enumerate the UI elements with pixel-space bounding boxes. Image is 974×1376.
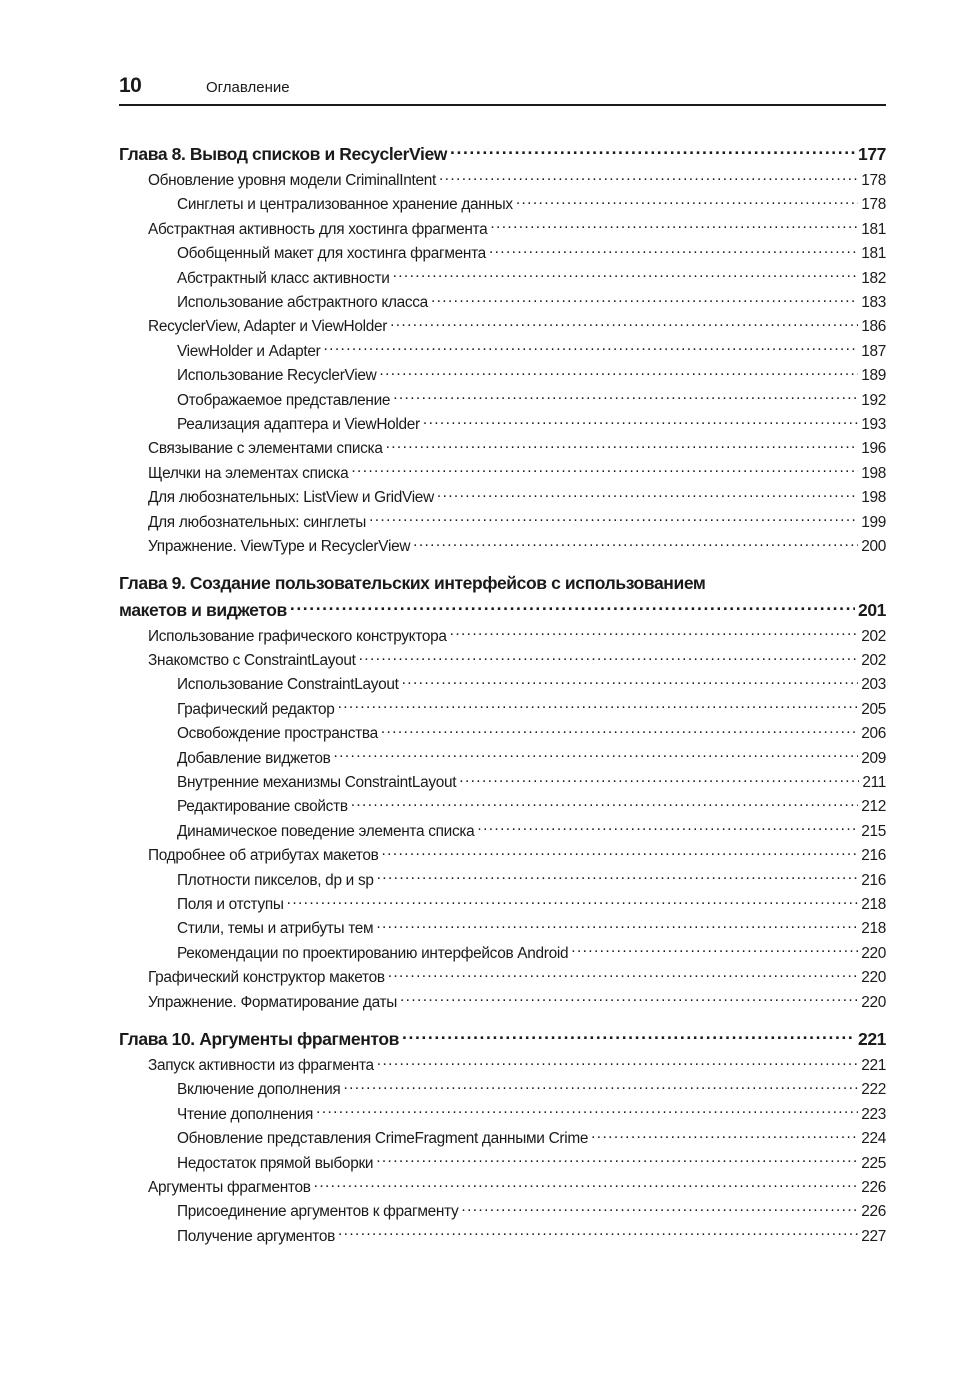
toc-entry[interactable] — [119, 1127, 886, 1151]
running-title: Оглавление — [206, 79, 290, 96]
chapter-title[interactable] — [119, 140, 886, 169]
entry-page: 200 — [861, 538, 886, 556]
entry-text: Запуск активности из фрагмента — [148, 1057, 374, 1074]
leader-dots — [390, 316, 858, 331]
leader-dots — [439, 170, 858, 185]
chapter-title-line-1[interactable] — [119, 570, 886, 596]
entry-text: Получение аргументов — [177, 1227, 335, 1245]
toc-entry[interactable] — [119, 193, 886, 217]
toc-entry[interactable] — [119, 649, 886, 673]
entry-text: Недостаток прямой выборки — [177, 1154, 374, 1172]
entry-page: 218 — [861, 895, 886, 913]
entry-text: Плотности пикселов, dp и sp — [177, 871, 374, 889]
leader-dots — [381, 845, 858, 860]
entry-page: 196 — [861, 440, 886, 458]
leader-dots — [338, 698, 859, 713]
leader-dots — [343, 1079, 858, 1094]
toc-entry[interactable] — [119, 844, 886, 868]
leader-dots — [459, 772, 859, 787]
chapter-page: 221 — [858, 1029, 886, 1049]
entry-text: Абстрактный класс активности — [177, 269, 390, 287]
entry-text: Использование ConstraintLayout — [177, 676, 399, 694]
leader-dots — [461, 1201, 858, 1216]
entry-page: 209 — [861, 749, 886, 767]
leader-dots — [338, 1225, 858, 1240]
entry-text: Реализация адаптера и ViewHolder — [177, 416, 420, 434]
chapter-title-text: Глава 10. Аргументы фрагментов — [119, 1029, 400, 1049]
leader-dots — [516, 194, 858, 209]
entry-page: 221 — [861, 1057, 886, 1074]
leader-dots — [490, 218, 858, 233]
leader-dots — [591, 1128, 858, 1143]
entry-page: 189 — [861, 367, 886, 385]
entry-text: Внутренние механизмы ConstraintLayout — [177, 773, 457, 791]
toc-entry[interactable] — [119, 966, 886, 990]
entry-text: Аргументы фрагментов — [148, 1179, 311, 1197]
chapter-title-text: Глава 8. Вывод списков и RecyclerView — [119, 144, 448, 164]
entry-page: 205 — [861, 700, 886, 718]
entry-page: 203 — [861, 676, 886, 694]
entry-page: 218 — [861, 920, 886, 938]
toc-entry[interactable] — [119, 364, 886, 388]
leader-dots — [413, 536, 858, 551]
entry-text: Связывание с элементами списка — [148, 440, 383, 458]
entry-page: 182 — [861, 269, 886, 287]
leader-dots — [393, 267, 859, 282]
leader-dots — [351, 796, 859, 811]
leader-dots — [314, 1177, 859, 1192]
leader-dots — [450, 625, 859, 640]
toc-entry[interactable] — [119, 917, 886, 941]
entry-text: Присоединение аргументов к фрагменту — [177, 1203, 459, 1221]
table-of-contents — [119, 140, 886, 1259]
toc-entry[interactable] — [119, 1054, 886, 1078]
entry-text: Добавление виджетов — [177, 749, 331, 767]
toc-entry[interactable] — [119, 1200, 886, 1224]
entry-page: 198 — [861, 464, 886, 482]
leader-dots — [423, 414, 858, 429]
entry-text: Отображаемое представление — [177, 391, 391, 409]
entry-text: Упражнение. Форматирование даты — [148, 993, 397, 1011]
entry-text: Обновление уровня модели CriminalIntent — [148, 172, 436, 189]
leader-dots — [437, 487, 858, 502]
entry-text: Синглеты и централизованное хранение данных — [177, 196, 513, 214]
entry-text: Обобщенный макет для хостинга фрагмента — [177, 245, 486, 263]
toc-entry[interactable] — [119, 462, 886, 486]
toc-entry[interactable] — [119, 673, 886, 697]
leader-dots — [290, 598, 855, 616]
leader-dots — [388, 967, 859, 982]
toc-entry[interactable] — [119, 511, 886, 535]
toc-entry[interactable] — [119, 747, 886, 771]
toc-entry[interactable] — [119, 218, 886, 242]
entry-text: Щелчки на элементах списка — [148, 464, 349, 482]
toc-entry[interactable] — [119, 942, 886, 966]
toc-entry[interactable] — [119, 722, 886, 746]
chapter-10 — [119, 1025, 886, 1249]
entry-text: Абстрактная активность для хостинга фрагмента — [148, 220, 488, 238]
entry-text: Для любознательных: ListView и GridView — [148, 489, 434, 507]
chapter-8 — [119, 140, 886, 560]
entry-page: 202 — [861, 651, 886, 669]
toc-entry[interactable] — [119, 242, 886, 266]
toc-entry[interactable] — [119, 413, 886, 437]
entry-page: 216 — [861, 847, 886, 865]
entry-page: 178 — [861, 196, 886, 214]
leader-dots — [333, 747, 858, 762]
entry-page: 215 — [861, 822, 886, 840]
entry-page: 206 — [861, 725, 886, 743]
toc-entry[interactable] — [119, 267, 886, 291]
leader-dots — [377, 1055, 858, 1070]
entry-page: 223 — [861, 1105, 886, 1123]
leader-dots — [402, 674, 859, 689]
leader-dots — [351, 462, 858, 477]
entry-page: 220 — [861, 944, 886, 962]
leader-dots — [402, 1028, 855, 1046]
chapter-title[interactable] — [119, 1025, 886, 1054]
toc-entry[interactable] — [119, 991, 886, 1015]
entry-text: Включение дополнения — [177, 1081, 341, 1099]
leader-dots — [393, 389, 858, 404]
entry-page: 187 — [861, 342, 886, 360]
entry-page: 220 — [861, 969, 886, 987]
entry-page: 227 — [861, 1227, 886, 1245]
entry-page: 224 — [861, 1130, 886, 1148]
entry-page: 222 — [861, 1081, 886, 1099]
leader-dots — [376, 1152, 858, 1167]
chapter-title[interactable] — [119, 596, 886, 625]
toc-entry[interactable] — [119, 698, 886, 722]
chapter-page: 201 — [858, 599, 886, 620]
chapter-title-text: макетов и виджетов — [119, 599, 287, 620]
leader-dots — [316, 1103, 858, 1118]
leader-dots — [379, 365, 858, 380]
entry-text: Использование графического конструктора — [148, 627, 447, 645]
leader-dots — [450, 143, 855, 161]
leader-dots — [489, 243, 858, 258]
chapter-title-text: Глава 9. Создание пользовательских интерфейсов с использованием — [119, 572, 706, 593]
entry-page: 220 — [861, 993, 886, 1011]
entry-text: Динамическое поведение элемента списка — [177, 822, 475, 840]
entry-page: 216 — [861, 871, 886, 889]
page-number: 10 — [119, 74, 142, 97]
leader-dots — [359, 650, 859, 665]
toc-entry[interactable] — [119, 1078, 886, 1102]
entry-page: 178 — [861, 172, 886, 189]
entry-page: 202 — [861, 627, 886, 645]
entry-text: RecyclerView, Adapter и ViewHolder — [148, 318, 388, 336]
toc-entry[interactable] — [119, 486, 886, 510]
leader-dots — [287, 894, 859, 909]
entry-text: Упражнение. ViewType и RecyclerView — [148, 538, 411, 556]
toc-entry[interactable] — [119, 625, 886, 649]
leader-dots — [571, 942, 858, 957]
toc-entry[interactable] — [119, 315, 886, 339]
toc-entry[interactable] — [119, 795, 886, 819]
toc-entry[interactable] — [119, 389, 886, 413]
entry-page: 211 — [862, 773, 886, 791]
leader-dots — [376, 918, 858, 933]
entry-page: 181 — [861, 245, 886, 263]
entry-page: 192 — [861, 391, 886, 409]
entry-page: 199 — [861, 513, 886, 531]
toc-entry[interactable] — [119, 771, 886, 795]
entry-text: Редактирование свойств — [177, 798, 348, 816]
leader-dots — [386, 438, 859, 453]
leader-dots — [381, 723, 858, 738]
entry-page: 226 — [861, 1203, 886, 1221]
entry-text: Использование RecyclerView — [177, 367, 377, 385]
entry-page: 225 — [861, 1154, 886, 1172]
entry-text: Поля и отступы — [177, 895, 284, 913]
toc-entry[interactable] — [119, 169, 886, 193]
entry-page: 226 — [861, 1179, 886, 1197]
entry-text: Для любознательных: синглеты — [148, 513, 367, 531]
entry-text: ViewHolder и Adapter — [177, 342, 321, 360]
entry-page: 181 — [861, 220, 886, 238]
toc-entry[interactable] — [119, 1103, 886, 1127]
toc-entry[interactable] — [119, 535, 886, 559]
entry-text: Стили, темы и атрибуты тем — [177, 920, 374, 938]
toc-entry[interactable] — [119, 1176, 886, 1200]
entry-text: Графический редактор — [177, 700, 335, 718]
entry-text: Рекомендации по проектированию интерфейсов Android — [177, 944, 569, 962]
entry-page: 186 — [861, 318, 886, 336]
entry-text: Знакомство с ConstraintLayout — [148, 651, 356, 669]
leader-dots — [477, 820, 858, 835]
entry-text: Графический конструктор макетов — [148, 969, 385, 987]
entry-text: Подробнее об атрибутах макетов — [148, 847, 379, 865]
entry-text: Освобождение пространства — [177, 725, 378, 743]
toc-entry[interactable] — [119, 1152, 886, 1176]
toc-entry[interactable] — [119, 869, 886, 893]
leader-dots — [369, 511, 858, 526]
leader-dots — [431, 292, 858, 307]
toc-entry[interactable] — [119, 893, 886, 917]
page-header — [119, 74, 886, 106]
toc-entry[interactable] — [119, 437, 886, 461]
entry-text: Обновление представления CrimeFragment данными Crime — [177, 1130, 589, 1148]
chapter-9 — [119, 570, 886, 1016]
toc-entry[interactable] — [119, 820, 886, 844]
entry-page: 183 — [861, 294, 886, 312]
leader-dots — [323, 340, 858, 355]
entry-page: 198 — [861, 489, 886, 507]
entry-text: Использование абстрактного класса — [177, 294, 428, 312]
entry-page: 193 — [861, 416, 886, 434]
entry-text: Чтение дополнения — [177, 1105, 314, 1123]
chapter-page: 177 — [858, 144, 886, 164]
toc-entry[interactable] — [119, 291, 886, 315]
leader-dots — [377, 869, 859, 884]
toc-entry[interactable] — [119, 340, 886, 364]
entry-page: 212 — [861, 798, 886, 816]
leader-dots — [400, 991, 858, 1006]
toc-entry[interactable] — [119, 1225, 886, 1249]
